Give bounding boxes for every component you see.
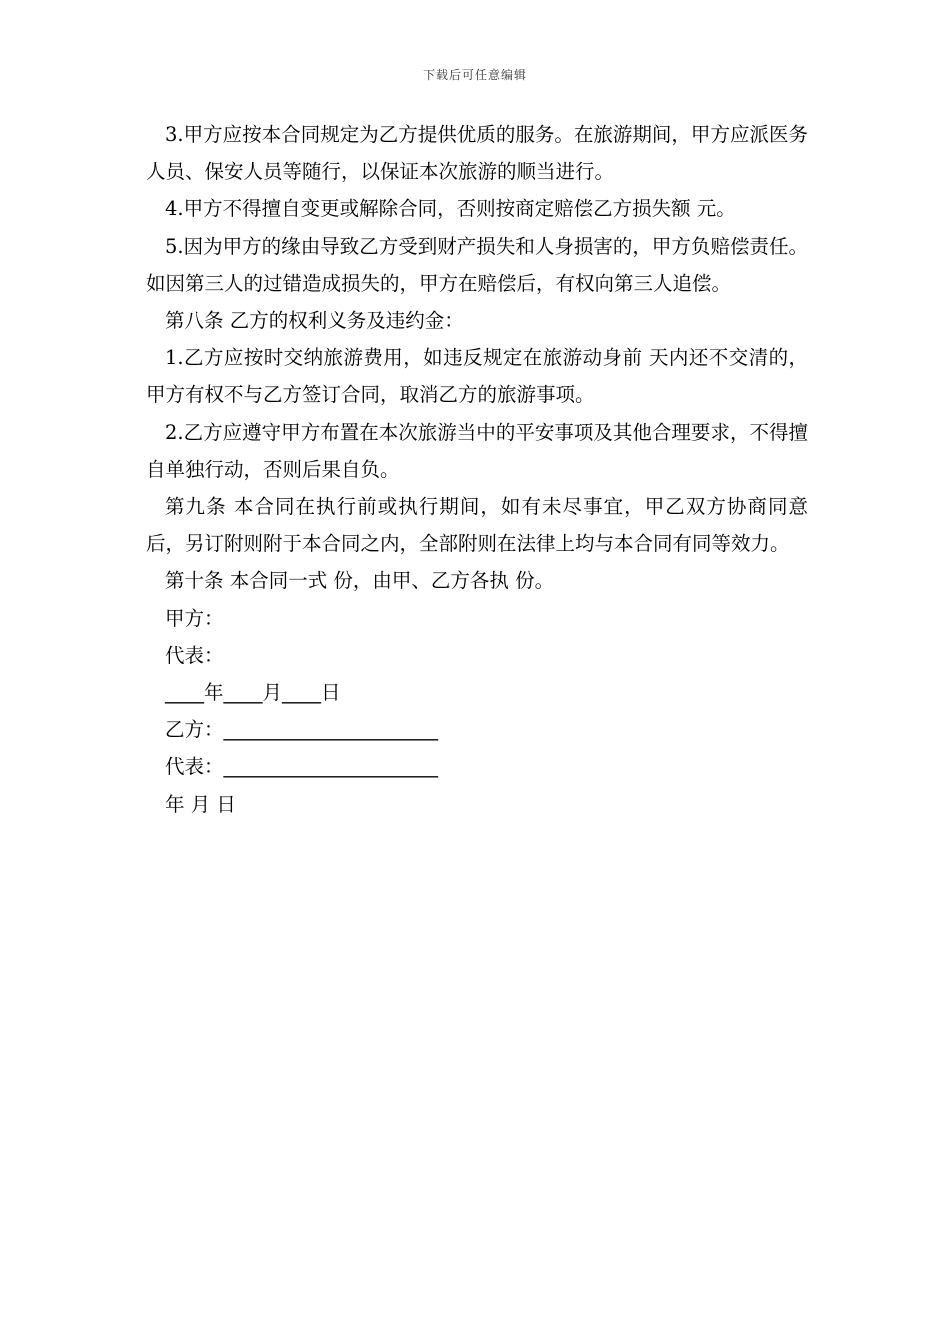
date-a-line [146, 674, 808, 711]
date-b-line: 年 月 日 [165, 792, 236, 816]
page-header: 下载后可任意编辑 [422, 68, 527, 82]
party-b-line [146, 711, 808, 748]
date-a-text: ____年____月____日 [165, 681, 341, 705]
document-body [146, 116, 808, 823]
article-heading: 第八条 乙方的权利义务及违约金： [165, 309, 464, 333]
party-b-label: 乙方： [165, 718, 224, 742]
party-a-label: 甲方： [165, 606, 224, 630]
rep-b-label: 代表： [165, 755, 224, 779]
clause-paragraph: 4.甲方不得擅自变更或解除合同，否则按商定赔偿乙方损失额 元。 [165, 197, 736, 221]
article-paragraph: 第九条 本合同在执行前或执行期间，如有未尽事宜，甲乙双方协商同意后，另订附则附于本合同之内，全部附则在法律上均与本合同有同等效力。 [146, 495, 808, 556]
article-paragraph: 第十条 本合同一式 份，由甲、乙方各执 份。 [165, 569, 555, 593]
party-b-blank: ______________________ [223, 718, 439, 742]
clause-paragraph: 5.因为甲方的缘由导致乙方受到财产损失和人身损害的，甲方负赔偿责任。如因第三人的过错造成损失的，甲方在赔偿后，有权向第三人追偿。 [146, 234, 808, 295]
clause-paragraph: 2.乙方应遵守甲方布置在本次旅游当中的平安事项及其他合理要求，不得擅自单独行动，否则后果自负。 [146, 420, 808, 481]
clause-paragraph: 1.乙方应按时交纳旅游费用，如违反规定在旅游动身前 天内还不交清的，甲方有权不与乙方签订合同，取消乙方的旅游事项。 [146, 346, 808, 407]
rep-a-label: 代表： [165, 643, 224, 667]
rep-b-line [146, 748, 808, 785]
clause-paragraph: 3.甲方应按本合同规定为乙方提供优质的服务。在旅游期间，甲方应派医务人员、保安人员等随行，以保证本次旅游的顺当进行。 [146, 123, 808, 184]
rep-b-blank: ______________________ [223, 755, 439, 779]
